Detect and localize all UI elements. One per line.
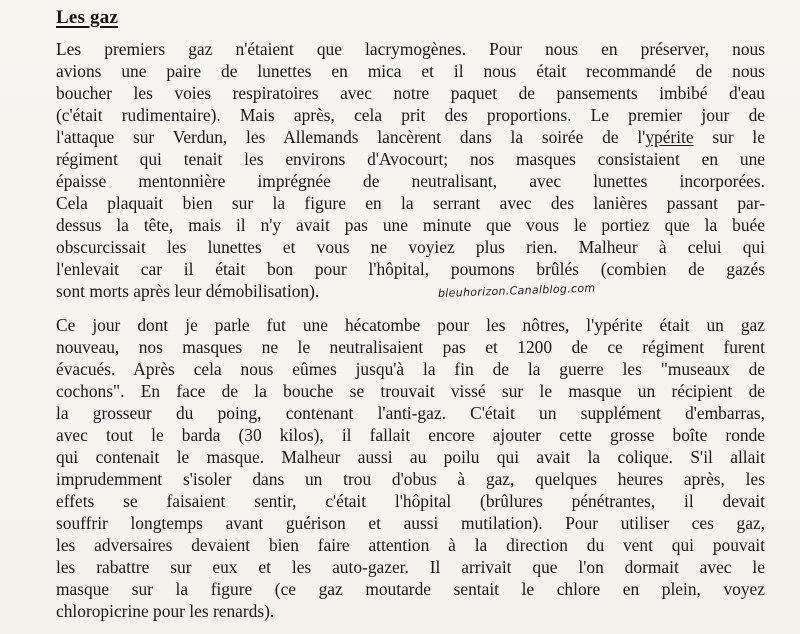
paragraph-2-line: les rabattre sur eux et les auto-gazer. Il arrivait que l'on dormait avec le [56, 557, 765, 577]
paragraph-1-line: dessus la tête, mais il n'y avait pas une minute que vous le portiez que la buée [56, 215, 765, 235]
paragraph-2-line: souffrir longtemps avant guérison et aussi mutilation). Pour utiliser ces gaz, [56, 513, 765, 533]
paragraph-2-line: avec tout le barda (30 kilos), il fallait encore ajouter cette grosse boîte ronde [56, 425, 765, 445]
paragraph-1-line: Les premiers gaz n'étaient que lacrymogènes. Pour nous en préserver, nous [56, 39, 765, 59]
paragraph-2-line: masque sur la figure (ce gaz moutarde sentait le chlore en plein, voyez [56, 579, 765, 599]
section-title: Les gaz [56, 7, 119, 28]
paragraph-2-line: cochons". En face de la bouche se trouvait vissé sur le masque un récipient de [56, 381, 765, 401]
paragraph-1-line: avions une paire de lunettes en mica et il nous était recommandé de nous [56, 61, 765, 81]
paragraph-2-line: qui contenait le masque. Malheur aussi au poilu qui avait la colique. S'il allait [56, 447, 765, 467]
paragraph-1 [56, 38, 765, 302]
paragraph-1-line: épaisse mentonnière imprégnée de neutralisant, avec lunettes incorporées. [56, 171, 765, 191]
paragraph-2-line: Ce jour dont je parle fut une hécatombe pour les nôtres, l'ypérite était un gaz [56, 315, 765, 335]
line-text: l'attaque sur Verdun, les Allemands lancèrent dans la soirée de l' [56, 127, 646, 147]
watermark-text: bleuhorizon.Canalblog.com [437, 281, 596, 300]
paragraph-2-line: effets se faisaient sentir, c'était l'hôpital (brûlures pénétrantes, il devait [56, 491, 765, 511]
paragraph-2 [56, 314, 765, 622]
paragraph-1-line: (c'était rudimentaire). Mais après, cela prit des proportions. Le premier jour de [56, 105, 765, 125]
paragraph-2-line: les adversaires devaient bien faire attention à la direction du vent qui pouvait [56, 535, 765, 555]
paragraph-2-line: imprudemment s'isoler dans un trou d'obus à gaz, quelques heures après, les [56, 469, 765, 489]
paragraph-2-line: chloropicrine pour les renards). [56, 601, 275, 621]
paragraph-1-line: Cela plaquait bien sur la figure en la serrant avec des lanières passant par- [56, 193, 765, 213]
paragraph-1-line: sont morts après leur démobilisation). [56, 281, 320, 301]
paragraph-1-line: obscurcissait les lunettes et vous ne voyiez plus rien. Malheur à celui qui [56, 237, 765, 257]
paragraph-2-line: la grosseur du poing, contenant l'anti-gaz. C'était un supplément d'embarras, [56, 403, 765, 423]
paragraph-2-line: nouveau, nos masques ne le neutralisaient pas et 1200 de ce régiment furent [56, 337, 765, 357]
paragraph-1-line: régiment qui tenait les environs d'Avocourt; nos masques consistaient en une [56, 149, 765, 169]
paragraph-1-line [56, 126, 765, 148]
paragraph-1-line: l'enlevait car il était bon pour l'hôpital, poumons brûlés (combien de gazés [56, 259, 765, 279]
yperite-underlined-word: ypérite [645, 127, 694, 147]
paragraph-1-line: boucher les voies respiratoires avec notre paquet de pansements imbibé d'eau [56, 83, 765, 103]
paragraph-2-line: évacués. Après cela nous eûmes jusqu'à la fin de la guerre les "museaux de [56, 359, 765, 379]
line-text: sur le [693, 127, 765, 147]
